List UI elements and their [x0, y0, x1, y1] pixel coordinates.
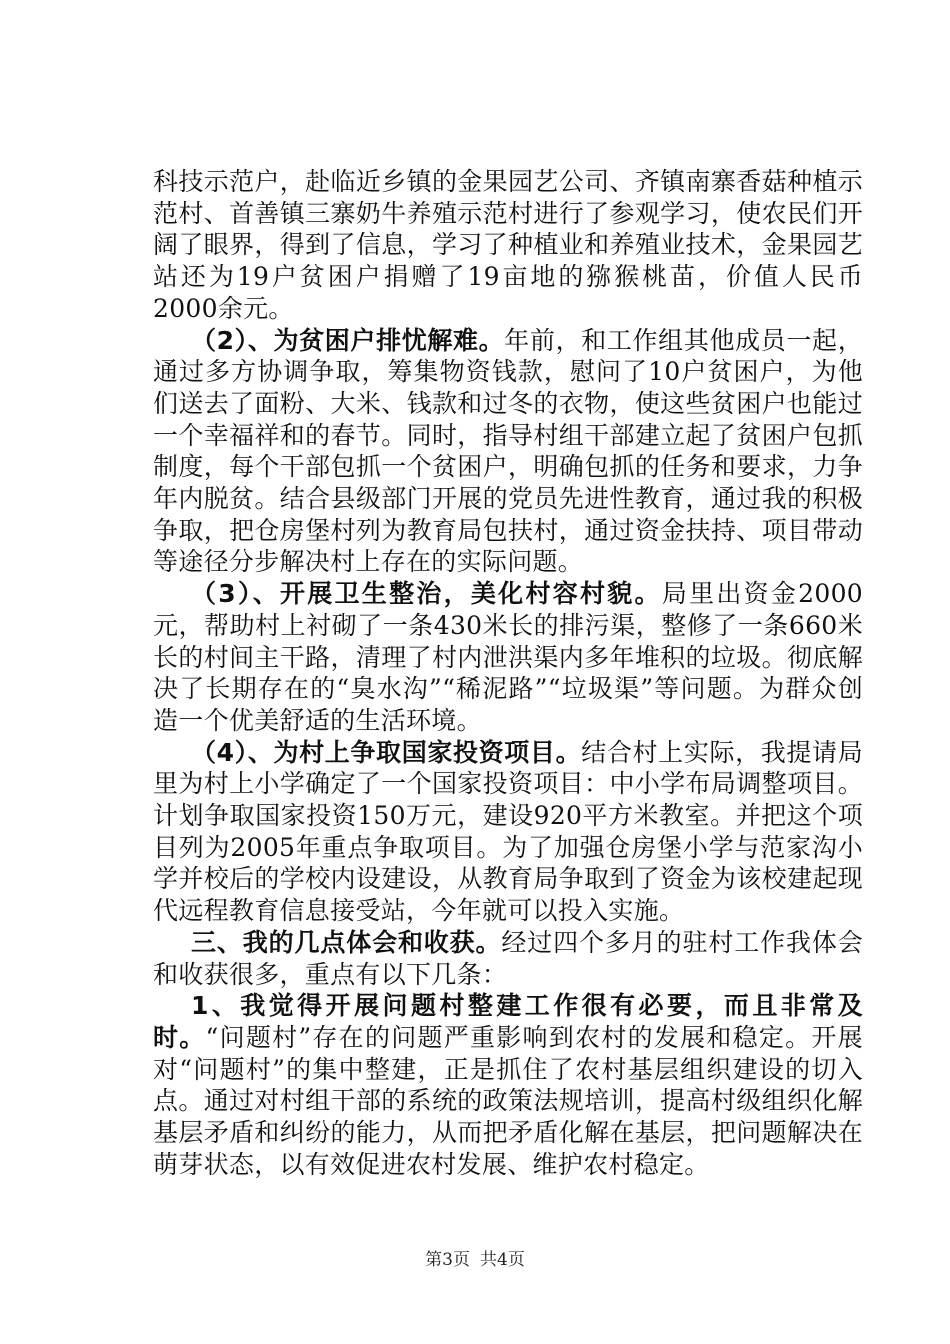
- page-total: 共4页: [480, 1250, 525, 1270]
- paragraph-4-heading: （4）、为村上争取国家投资项目。: [191, 737, 582, 767]
- paragraph-5-text: 经过四个多月的驻村工作我体会和收获很多，重点有以下几条：: [153, 927, 864, 989]
- paragraph-5: [153, 927, 863, 990]
- paragraph-1: [153, 166, 863, 325]
- paragraph-3-heading: （3）、开展卫生整治，美化村容村貌。: [191, 579, 662, 609]
- paragraph-3: [153, 578, 863, 737]
- paragraph-2-heading: （2）、为贫困户排忧解难。: [191, 325, 505, 355]
- page-number: 第3页: [425, 1250, 470, 1270]
- paragraph-2: [153, 325, 863, 579]
- page-footer: [0, 1245, 950, 1270]
- paragraph-3-text: 局里出资金2000元，帮助村上衬砌了一条430米长的排污渠，整修了一条660米长的村间主干路，清理了村内泄洪渠内多年堆积的垃圾。彻底解决了长期存在的“臭水沟”“稀泥路”“垃圾渠”等问题。为群众创造一个优美舒适的生活环境。: [153, 579, 864, 735]
- paragraph-6-text: “问题村”存在的问题严重影响到农村的发展和稳定。开展对“问题村”的集中整建，正是抓住了农村基层组织建设的切入点。通过对村组干部的系统的政策法规培训，提高村级组织化解基层矛盾和纠纷的能力，从而把矛盾化解在基层，把问题解决在萌芽状态，以有效促进农村发展、维护农村稳定。: [153, 1022, 863, 1179]
- paragraph-1-text: 科技示范户，赴临近乡镇的金果园艺公司、齐镇南寨香菇种植示范村、首善镇三寨奶牛养殖示范村进行了参观学习，使农民们开阔了眼界，得到了信息，学习了种植业和养殖业技术，金果园艺站还为19户贫困户捐赠了19亩地的猕猴桃苗，价值人民币2000余元。: [153, 167, 863, 323]
- document-body: [153, 166, 863, 1181]
- paragraph-4-text: 结合村上实际，我提请局里为村上小学确定了一个国家投资项目：中小学布局调整项目。计划争取国家投资150万元，建设920平方米教室。并把这个项目列为2005年重点争取项目。为了加强仓房堡小学与范家沟小学并校后的学校内设建设，从教育局争取到了资金为该校建起现代远程教育信息接受站，今年就可以投入实施。: [153, 737, 863, 926]
- paragraph-6-heading: 1、我觉得开展问题村整建工作很有必要，而且非常及时。: [153, 991, 863, 1052]
- paragraph-2-text: 年前，和工作组其他成员一起，通过多方协调争取，筹集物资钱款，慰问了10户贫困户，为他们送去了面粉、大米、钱款和过冬的衣物，使这些贫困户也能过一个幸福祥和的春节。同时，指导村组干部建立起了贫困户包抓制度，每个干部包抓一个贫困户，明确包抓的任务和要求，力争年内脱贫。结合县级部门开展的党员先进性教育，通过我的积极争取，把仓房堡村列为教育局包扶村，通过资金扶持、项目带动等途径分步解决村上存在的实际问题。: [153, 325, 863, 577]
- paragraph-5-heading: 三、我的几点体会和收获。: [191, 927, 502, 957]
- paragraph-4: [153, 737, 863, 927]
- paragraph-6: [153, 990, 863, 1180]
